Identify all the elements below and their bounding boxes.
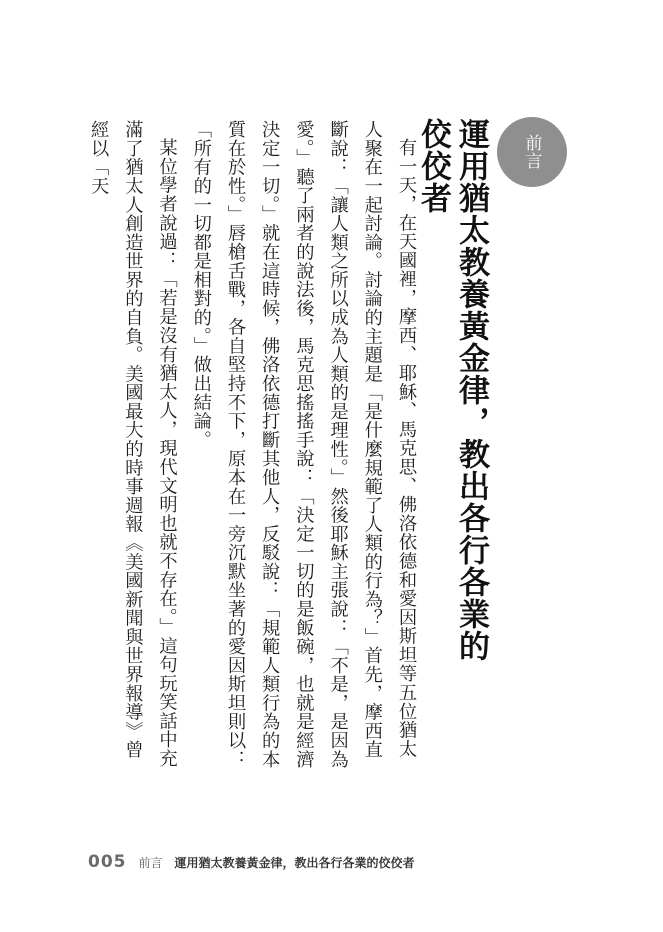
chapter-title: 運用猶太教養黃金律，教出各行各業的佼佼者 <box>415 118 489 662</box>
section-badge <box>497 117 567 187</box>
paragraph-2: 某位學者說過：「若是沒有猶太人，現代文明也就不存在。」這句玩笑話中充滿了猶太人創造世界的自負。美國最大的時事週報《美國新聞與世界報導》曾經以「天 <box>88 120 178 769</box>
body-text <box>78 120 423 770</box>
section-badge-label: 前言 <box>521 134 542 170</box>
page-footer <box>88 852 415 876</box>
footer-section-label: 前言 <box>138 856 163 870</box>
paragraph-1: 有一天，在天國裡，摩西、耶穌、馬克思、佛洛依德和愛因斯坦等五位猶太人聚在一起討論。討論的主題是「是什麼規範了人類的行為？」首先，摩西直斷說：「讓人類之所以成為人類的是理性。」然後耶穌主張說：「不是，是因為愛。」聽了兩者的說法後，馬克思搖搖手說：「決定一切的是飯碗，也就是經濟決定一切。」就在這時候，佛洛依德打斷其他人，反駁說：「規範人類行為的本質在於性。」唇槍舌戰，各自堅持不下，原本在一旁沉默坐著的愛因斯坦則以：「所有的一切都是相對的。」做出結論。 <box>190 120 417 769</box>
page-number: 005 <box>88 852 127 872</box>
footer-running-title: 運用猶太教養黃金律，教出各行各業的佼佼者 <box>174 856 415 870</box>
